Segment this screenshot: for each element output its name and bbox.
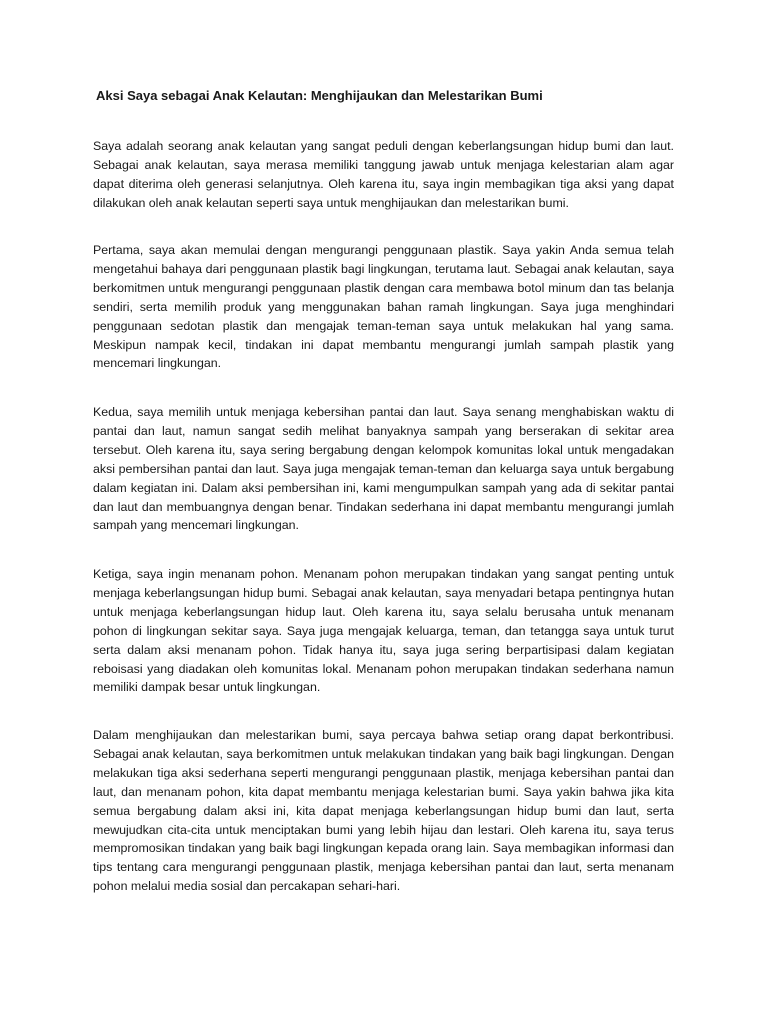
document-title: Aksi Saya sebagai Anak Kelautan: Menghijaukan dan Melestarikan Bumi [96,88,543,103]
paragraph-conclusion: Dalam menghijaukan dan melestarikan bumi, saya percaya bahwa setiap orang dapat berkontribusi. Sebagai anak kelautan, saya berkomitmen untuk melakukan tindakan yang baik bagi lingkungan. Dengan melakukan tiga aksi sederhana seperti mengurangi penggunaan plastik, menjaga kebersihan pantai dan laut, dan menanam pohon, kita dapat membantu menjaga kelestarian bumi. Saya yakin bahwa jika kita semua bergabung dalam aksi ini, kita dapat menjaga keberlangsungan hidup bumi dan laut, serta mewujudkan cita-cita untuk menciptakan bumi yang lebih hijau dan lestari. Oleh karena itu, saya terus mempromosikan tindakan yang baik bagi lingkungan kepada orang lain. Saya membagikan informasi dan tips tentang cara mengurangi penggunaan plastik, menjaga kebersihan pantai dan laut, serta menanam pohon melalui media sosial dan percakapan sehari-hari. [93,728,674,894]
paragraph-third-action: Ketiga, saya ingin menanam pohon. Menanam pohon merupakan tindakan yang sangat penting untuk menjaga keberlangsungan hidup bumi. Sebagai anak kelautan, saya menyadari betapa pentingnya hutan untuk menjaga keberlangsungan hidup laut. Oleh karena itu, saya selalu berusaha untuk menanam pohon di lingkungan sekitar saya. Saya juga mengajak keluarga, teman, dan tetangga saya untuk turut serta dalam aksi menanam pohon. Tidak hanya itu, saya juga sering berpartisipasi dalam kegiatan reboisasi yang diadakan oleh komunitas lokal. Menanam pohon merupakan tindakan sederhana namun memiliki dampak besar untuk lingkungan. [93,567,674,695]
paragraph-first-action: Pertama, saya akan memulai dengan mengurangi penggunaan plastik. Saya yakin Anda semua telah mengetahui bahaya dari penggunaan plastik bagi lingkungan, terutama laut. Sebagai anak kelautan, saya berkomitmen untuk mengurangi penggunaan plastik dengan cara membawa botol minum dan tas belanja sendiri, serta memilih produk yang menggunakan bahan ramah lingkungan. Saya juga menghindari penggunaan sedotan plastik dan mengajak teman-teman saya untuk melakukan hal yang sama. Meskipun nampak kecil, tindakan ini dapat membantu mengurangi jumlah sampah plastik yang mencemari lingkungan. [93,243,674,371]
paragraph-intro: Saya adalah seorang anak kelautan yang sangat peduli dengan keberlangsungan hidup bumi dan laut. Sebagai anak kelautan, saya merasa memiliki tanggung jawab untuk menjaga kelestarian alam agar dapat diterima oleh generasi selanjutnya. Oleh karena itu, saya ingin membagikan tiga aksi yang dapat dilakukan oleh anak kelautan seperti saya untuk menghijaukan dan melestarikan bumi. [93,139,674,210]
paragraph-second-action: Kedua, saya memilih untuk menjaga kebersihan pantai dan laut. Saya senang menghabiskan waktu di pantai dan laut, namun sangat sedih melihat banyaknya sampah yang berserakan di sekitar area tersebut. Oleh karena itu, saya sering bergabung dengan kelompok komunitas lokal untuk mengadakan aksi pembersihan pantai dan laut. Saya juga mengajak teman-teman dan keluarga saya untuk bergabung dalam kegiatan ini. Dalam aksi pembersihan ini, kami mengumpulkan sampah yang ada di sekitar pantai dan laut dan membuangnya dengan benar. Tindakan sederhana ini dapat membantu mengurangi jumlah sampah yang mencemari lingkungan. [93,405,674,533]
